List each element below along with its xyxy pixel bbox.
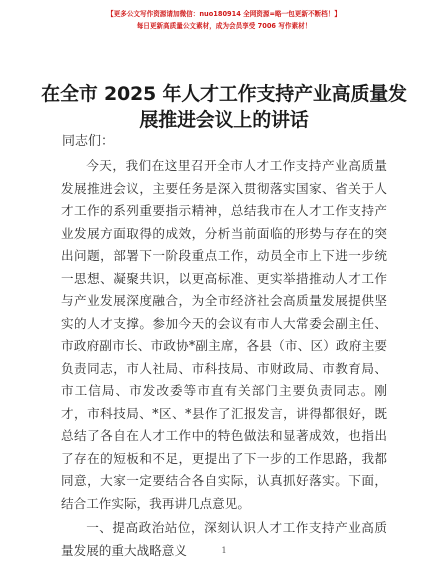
document-title: 在全市 2025 年人才工作支持产业高质量发展推进会议上的讲话 xyxy=(41,83,407,131)
promo-header-line-1: 【更多公文写作资源请加微信：nuo180914 全网资源=略一包更新不断档！】 xyxy=(107,10,341,18)
promo-header xyxy=(0,10,448,31)
body-paragraph: 今天，我们在这里召开全市人才工作支持产业高质量发展推进会议，主要任务是深入贯彻落实国家、省关于人才工作的系列重要指示精神，总结我市在人才工作支持产业发展方面取得的成效，分析当前面临的形势与存在的突出问题，部署下一阶段重点工作，动员全市上下进一步统一思想、凝聚共识，以更高标准、更实举措推动人才工作与产业发展深度融合，为全市经济社会高质量发展提供坚实的人才支撑。参加今天的会议有市人大常委会副主任、市政府副市长、市政协*副主席，各县（市、区）政府主要负责同志，市人社局、市科技局、市财政局、市教育局、市工信局、市发改委等市直有关部门主要负责同志。刚才，市科技局、*区、*县作了汇报发言，讲得都很好，既总结了各自在人才工作中的特色做法和显著成效，也指出了存在的短板和不足，更提出了下一步的工作思路，我都同意，大家一定要结合各自实际，认真抓好落实。下面，结合工作实际，我再讲几点意见。 xyxy=(61,158,387,511)
section-heading: 一、提高政治站位，深刻认识人才工作支持产业高质量发展的重大战略意义 xyxy=(61,520,387,558)
greeting: 同志们： xyxy=(62,134,115,149)
page-number: 1 xyxy=(221,546,227,555)
promo-header-line-2: 每日更新高质量公文素材，成为会员享受 7006 写作素材！ xyxy=(136,22,312,30)
